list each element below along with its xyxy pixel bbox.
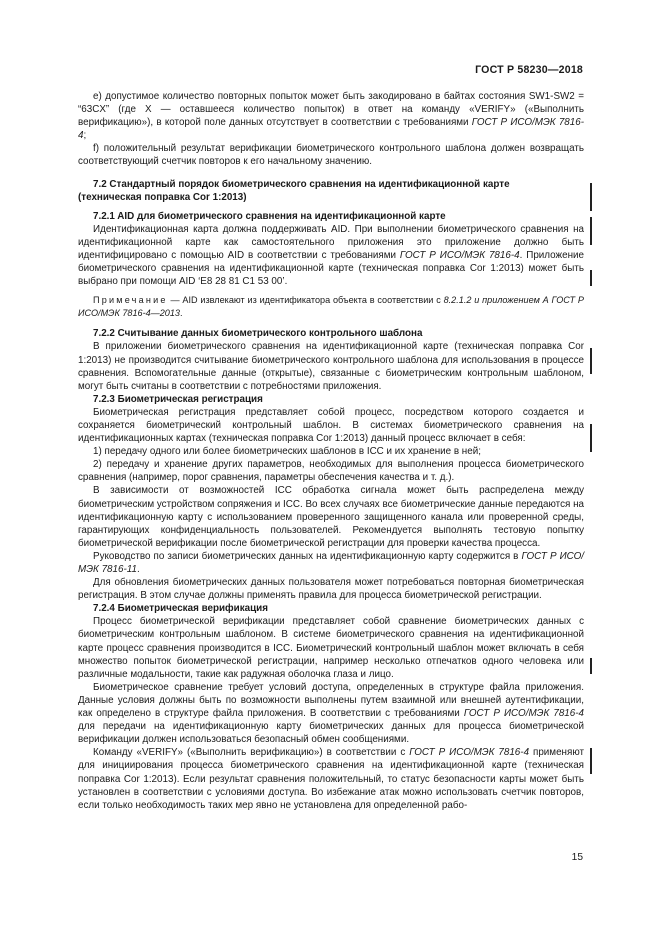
standard-reference: 8.2.1.2 и приложением А ГОСТ Р ИСО/МЭК 7816-4—2013 (78, 295, 584, 318)
text: Идентификационная карта должна поддерживать AID. При выполнении биометрического сравнения на идентификационной карте как самостоятельного приложения это приложение должно быть идентифицировано с помощью AID в соответствии с требованиями (78, 223, 584, 262)
paragraph (78, 223, 584, 288)
note (78, 294, 584, 319)
text: Биометрическое сравнение требует условий доступа, определенных в структуре файла приложения. Данные условия должны быть по возможности выполнены путем взаимной или внешней аутентификации, как определено в структуре файла приложения. В соответствии с требованиями (78, 681, 584, 720)
text: . (179, 307, 183, 318)
page-number: 15 (571, 852, 583, 863)
list-item-e (78, 90, 584, 142)
note-label: Примечание (93, 295, 168, 306)
heading-line: 7.2 Стандартный порядок биометрического сравнения на идентификационной карте (93, 178, 510, 190)
paragraph: В приложении биометрического сравнения на идентификационной карте (техническая поправка Cor 1:2013) не производится считывание биометрического контрольного шаблона для использования в процессе сравнения. Вспомогательные данные (открытые), связанные с биометрическим контрольным шаблоном, могут быть считаны в соответствии с потребностями приложения. (78, 341, 584, 392)
change-bar (590, 748, 592, 774)
list-item: 2) передачу и хранение других параметров, необходимых для выполнения процесса биометрического сравнения (например, порог сравнения, параметры обеспечения качества и т. д.). (78, 459, 584, 484)
text: ; (83, 130, 87, 142)
text: е) допустимое количество повторных попыток может быть закодировано в байтах состояния SW1-SW2 = “63CX” (где X — оставшееся количество попыток) в ответ на команду «VERIFY» («Выполнить верификацию»), в которой поле данных отсутствует в соответствии с требованиями (78, 91, 584, 129)
text: . Приложение биометрического сравнения на идентификационной карте (техническая поправка Cor 1:2013) может быть выбрано при помощи AID ‘E8 28 81 C1 53 00’. (78, 250, 584, 288)
section-heading-7-2 (78, 178, 584, 204)
standard-reference: ГОСТ Р ИСО/МЭК 7816-4 (409, 747, 530, 759)
text: применяют для инициирования процесса биометрического сравнения на идентификационной карте (техническая поправка Cor 1:2013). Если результат сравнения положительный, то статус безопасности карты может быть установлен в соответствии с условиями доступа. Во избежание атак можно использовать счетчик повторов, если только необходимость таких мер явно не установлена для определенной рабо- (78, 747, 584, 811)
section-heading-7-2-4: 7.2.4 Биометрическая верификация (93, 603, 268, 615)
change-bar (590, 348, 592, 374)
paragraph (78, 681, 584, 746)
paragraph: В зависимости от возможностей ICC обработка сигнала может быть распределена между биометрическим устройством сопряжения и ICC. Во всех случаях все биометрические данные передаются на идентификационную карту с использованием проверенного защищенного канала или проверенной среды, гарантирующих конфиденциальность пользователей. Рекомендуется выполнять тестовую попытку биометрической верификации после биометрической регистрации для проверки качества процесса. (78, 485, 584, 549)
standard-reference: ГОСТ Р ИСО/МЭК 7816-4 (463, 708, 584, 720)
text: — AID извлекают из идентификатора объекта в соответствии с (167, 295, 444, 306)
change-bar (590, 270, 592, 286)
list-item: 1) передачу одного или более биометрических шаблонов в ICC и их хранение в ней; (93, 446, 481, 458)
page-content (78, 90, 584, 812)
standard-reference: ГОСТ Р ИСО/МЭК 7816-4 (399, 250, 520, 262)
section-heading-7-2-1: 7.2.1 AID для биометрического сравнения на идентификационной карте (93, 210, 446, 222)
change-bar (590, 424, 592, 452)
text: . (136, 564, 140, 575)
standard-header: ГОСТ Р 58230—2018 (475, 64, 583, 76)
text: Команду «VERIFY» («Выполнить верификацию») в соответствии с (93, 747, 410, 759)
paragraph: Процесс биометрической верификации представляет собой сравнение биометрических данных с биометрическим контрольным шаблоном. В системе биометрического сравнения на идентификационной карте процесс сравнения производится в ICC. Биометрический контрольный шаблон может включать в себя множество попыток биометрической регистрации, например несколько отпечатков одного человека или различные модальности, такие как радужная оболочка глаза и лицо. (78, 616, 584, 680)
change-bar (590, 658, 592, 674)
paragraph (78, 550, 584, 576)
paragraph: Биометрическая регистрация представляет собой процесс, посредством которого создается и сохраняется биометрический контрольный шаблон. В системах биометрического сравнения на идентификационных картах (техническая поправка Cor 1:2013) данный процесс включает в себя: (78, 406, 584, 445)
standard-reference: ГОСТ Р ИСО/МЭК 7816-4 (78, 117, 584, 142)
paragraph: Для обновления биометрических данных пользователя может потребоваться повторная биометрическая регистрация. В этом случае должны применять правила для процесса биометрической регистрации. (78, 577, 584, 602)
paragraph (78, 746, 584, 811)
text: для передачи на идентификационную карту биометрических данных для процесса биометрической верификации должен использоваться безопасный обмен сообщениями. (78, 721, 584, 746)
section-heading-7-2-2: 7.2.2 Считывание данных биометрического контрольного шаблона (93, 328, 423, 340)
change-bar (590, 217, 592, 245)
change-bar (590, 183, 592, 211)
text: Руководство по записи биометрических данных на идентификационную карту содержится в (93, 550, 522, 562)
standard-reference: ГОСТ Р ИСО/МЭК 7816-11 (78, 550, 584, 575)
heading-line: (техническая поправка Cor 1:2013) (78, 191, 247, 203)
section-heading-7-2-3: 7.2.3 Биометрическая регистрация (93, 393, 263, 405)
list-item-f: f) положительный результат верификации биометрического контрольного шаблона должен возвращать соответствующий счетчик повторов к его начальному значению. (78, 143, 584, 168)
